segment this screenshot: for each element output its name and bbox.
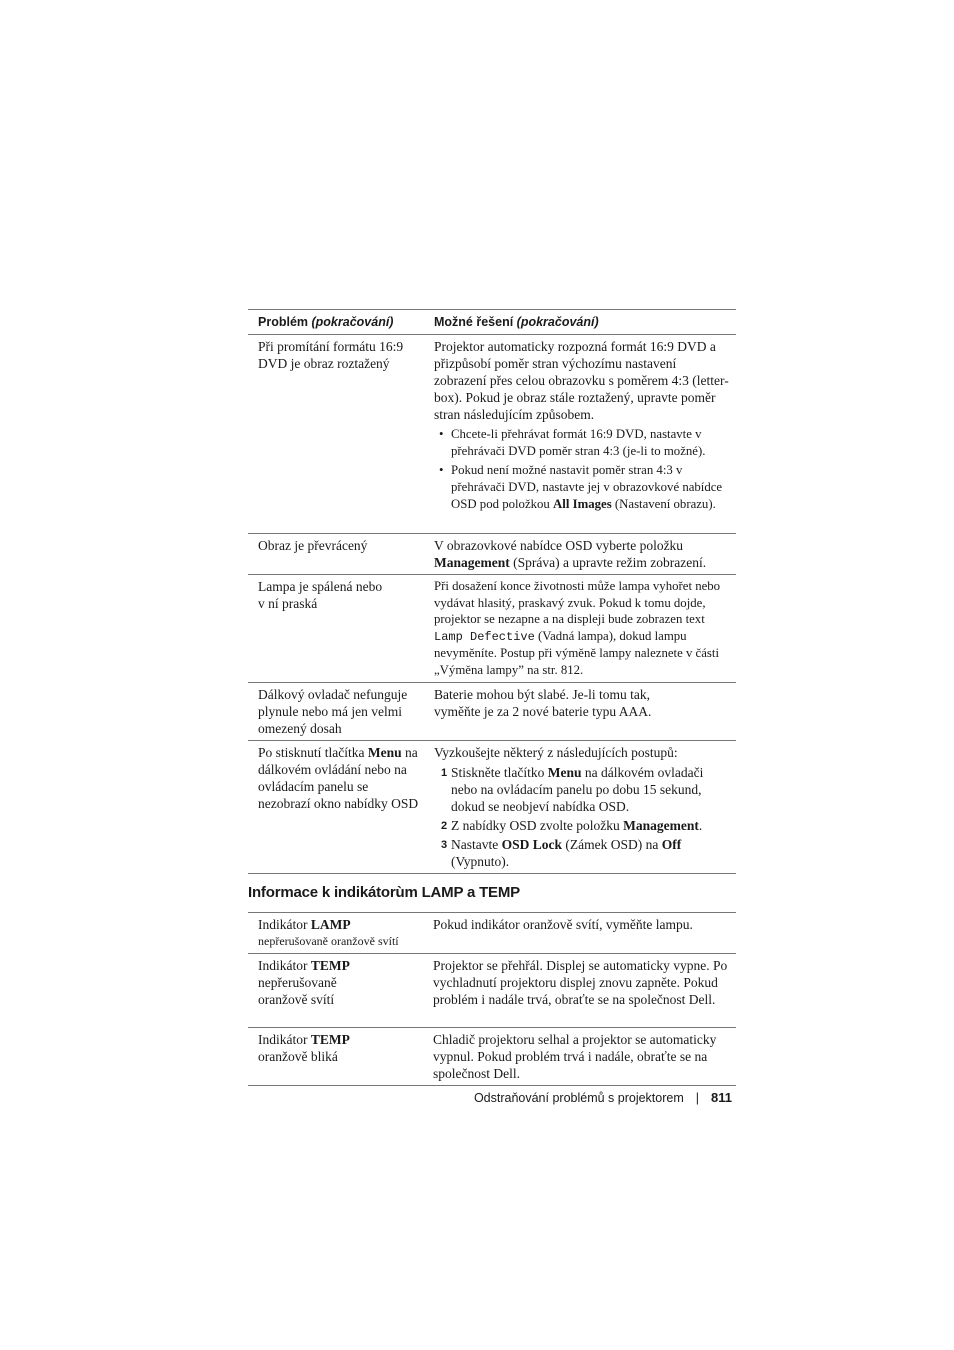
list-item: • Pokud není možné nastavit poměr stran 4:3 v přehrávači DVD, nastavte jej v obrazovkové nabídce OSD pod položkou All Images (Nastavení obrazu).	[434, 462, 730, 513]
indicator-table	[248, 912, 736, 1086]
page-number: 811	[711, 1090, 732, 1105]
table-row	[248, 741, 736, 874]
list-item: • Chcete-li přehrávat formát 16:9 DVD, nastavte v přehrávači DVD poměr stran 4:3 (je-li to možné).	[434, 426, 730, 460]
indicator-line: nepřerušovaně oranžově svítí	[258, 934, 399, 948]
problem-cell: Obraz je převrácený	[258, 538, 368, 553]
troubleshooting-table	[248, 309, 736, 874]
table-row	[248, 683, 736, 741]
indicator-line: Indikátor LAMP	[258, 917, 351, 932]
indicator-line: Indikátor TEMP	[258, 958, 350, 973]
table-row	[248, 954, 736, 1028]
list-item: 1 Stiskněte tlačítko Menu na dálkovém ovladači nebo na ovládacím panelu po dobu 15 sekund, dokud se neobjeví nabídka OSD.	[441, 765, 704, 814]
solution-line: vyměňte je za 2 nové baterie typu AAA.	[434, 704, 652, 719]
footer-title: Odstraňování problémů s projektorem	[473, 1090, 684, 1105]
header-problem: Problém (pokračování)	[258, 315, 394, 329]
numbered-list	[434, 764, 730, 870]
header-solution: Možné řešení (pokračování)	[434, 315, 599, 329]
solution-text: Projektor automaticky rozpozná formát 16:9 DVD a přizpůsobí poměr stran výchozímu nastavení zobrazení přes celou obrazovku s poměrem 4:3 (letter-box). Pokud je obraz stále roztažený, upravte poměr stran následujícím způsobem.	[434, 339, 729, 422]
section-heading: Informace k indikátorùm LAMP a TEMP	[248, 884, 520, 901]
problem-line: v ní praská	[258, 596, 318, 611]
indicator-cell	[248, 957, 423, 1027]
indicator-cell	[248, 916, 423, 953]
page-footer	[474, 1090, 732, 1105]
table-row	[248, 335, 736, 534]
solution-line: Baterie mohou být slabé. Je-li tomu tak,	[434, 687, 650, 702]
solution-cell	[424, 338, 736, 533]
list-item: 3 Nastavte OSD Lock (Zámek OSD) na Off (Vypnuto).	[441, 837, 682, 869]
problem-cell: Při promítání formátu 16:9 DVD je obraz roztažený	[258, 339, 404, 371]
solution-cell	[424, 744, 736, 873]
solution-cell: V obrazovkové nabídce OSD vyberte položku Management (Správa) a upravte režim zobrazení.	[434, 538, 707, 570]
problem-cell: Po stisknutí tlačítka Menu na dálkovém ovládání nebo na ovládacím panelu se nezobrazí okno nabídky OSD	[258, 745, 419, 811]
problem-cell	[248, 578, 424, 682]
problem-cell: Dálkový ovladač nefunguje plynule nebo má jen velmi omezený dosah	[258, 687, 408, 736]
description-cell: Pokud indikátor oranžově svítí, vyměňte lampu.	[433, 917, 693, 932]
bullet-list	[434, 426, 730, 513]
description-cell: Chladič projektoru selhal a projektor se automaticky vypnul. Pokud problém trvá i nadále, obraťte se na společnost Dell.	[433, 1032, 717, 1081]
indicator-line: oranžově bliká	[258, 1049, 338, 1064]
table-header	[248, 309, 736, 335]
table-row	[248, 1028, 736, 1086]
table-row	[248, 534, 736, 575]
solution-text: Vyzkoušejte některý z následujících postupů:	[434, 745, 678, 760]
problem-line: Lampa je spálená nebo	[258, 579, 383, 594]
solution-cell: Při dosažení konce životnosti může lampa vyhořet nebo vydávat hlasitý, praskavý zvuk. Pokud k tomu dojde, projektor se nezapne a na displeji bude zobrazen text Lamp Defective (Vadná lampa), dokud lampu nevyměníte. Postup při výměně lampy naleznete v části „Výměna lampy” na str. 812.	[434, 579, 721, 677]
list-item: 2 Z nabídky OSD zvolte položku Management.	[441, 818, 703, 833]
indicator-line: nepřerušovaně	[258, 975, 337, 990]
indicator-cell	[248, 1031, 423, 1085]
table-row	[248, 913, 736, 954]
footer-separator: |	[695, 1090, 700, 1105]
table-row	[248, 575, 736, 683]
description-cell: Projektor se přehřál. Displej se automaticky vypne. Po vychladnutí projektoru displej znovu zapněte. Pokud problém i nadále trvá, obraťte se na společnost Dell.	[433, 958, 728, 1007]
indicator-line: Indikátor TEMP	[258, 1032, 350, 1047]
solution-cell	[424, 686, 736, 740]
indicator-line: oranžově svítí	[258, 992, 335, 1007]
